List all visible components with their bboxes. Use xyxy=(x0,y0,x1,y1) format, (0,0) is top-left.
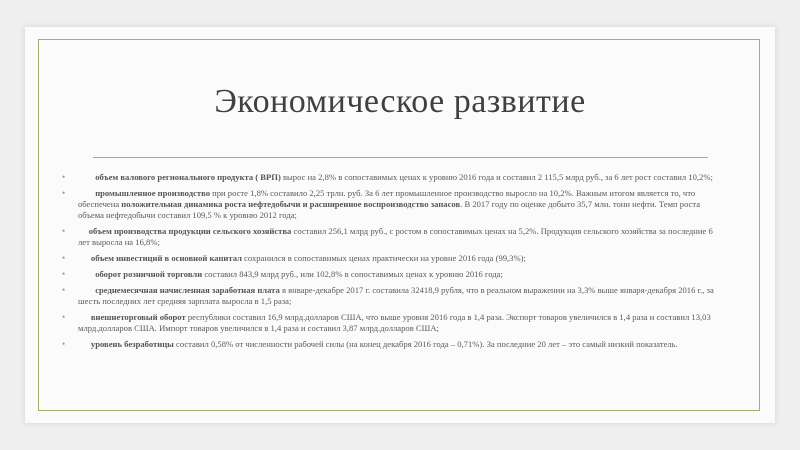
item-indent xyxy=(78,269,95,279)
list-item xyxy=(62,285,724,307)
item-text: составил 843,9 млрд руб., или 102,8% в сопоставимых ценах к уровню 2016 года; xyxy=(202,269,503,280)
item-indent xyxy=(78,188,95,198)
bullet-icon: • xyxy=(62,253,66,263)
item-text: . В 2017 году по оценке добыто 35,7 млн. тонн нефти. Темп роста объема нефтедобычи составил 109,5 % к уровню 2012 года; xyxy=(78,199,701,220)
item-keyword: уровень безработицы xyxy=(90,339,174,350)
item-keyword: внешнеторговый оборот xyxy=(90,312,186,323)
list-item xyxy=(62,253,724,264)
bullet-icon: • xyxy=(62,188,66,199)
bullet-icon: • xyxy=(62,269,66,280)
item-keyword: промышленное производство xyxy=(95,188,210,199)
list-item xyxy=(62,226,724,248)
title-divider xyxy=(93,157,708,158)
bullet-icon: • xyxy=(62,226,66,236)
bullet-list xyxy=(62,172,724,355)
list-item xyxy=(62,312,724,334)
item-keyword: среднемесячная начисленная заработная плата xyxy=(95,285,280,296)
item-text: вырос на 2,8% в сопоставимых ценах к уровню 2016 года и составил 2 115,5 млрд руб., за 6 лет рост составил 10,2%; xyxy=(280,172,713,182)
item-keyword: оборот розничной торговли xyxy=(95,269,203,280)
bullet-icon: • xyxy=(62,172,66,182)
item-text: в январе-декабре 2017 г. составила 32418,9 рубля, что в реальном выражении на 3,3% выше января-декабря 2016 г., за шесть последних лет средняя зарплата выросла в 1,5 раза; xyxy=(78,285,714,307)
bullet-icon: • xyxy=(62,285,66,296)
item-indent xyxy=(78,253,91,263)
item-indent xyxy=(78,312,91,322)
item-text: составил 256,1 млрд руб., с ростом в сопоставимых ценах на 5,2%. Продукция сельского хозяйства за последние 6 лет выросла на 16,8%; xyxy=(78,226,713,247)
slide-title: Экономическое развитие xyxy=(214,83,586,120)
item-keyword: объем валового регионального продукта ( ВРП) xyxy=(95,172,281,182)
bullet-icon: • xyxy=(62,312,66,323)
list-item xyxy=(62,339,724,350)
bullet-icon: • xyxy=(62,339,66,350)
item-keyword: объем инвестиций в основной капитал xyxy=(90,253,242,263)
item-indent xyxy=(78,226,89,236)
list-item xyxy=(62,172,724,183)
item-indent xyxy=(78,339,91,349)
item-indent xyxy=(78,172,95,182)
item-text: составил 0,58% от численности рабочей силы (на конец декабря 2016 года – 0,71%). За последние 20 лет – это самый низкий показатель. xyxy=(173,339,678,350)
item-text: при росте 1,8% составило 2,25 трлн. руб. За 6 лет промышленное производство выросло на 10,2%. Важным итогом является то, что обеспечена xyxy=(78,188,696,209)
item-keyword: положительная динамика роста нефтедобычи и расширенное воспроизводство запасов xyxy=(121,199,461,209)
list-item xyxy=(62,269,724,280)
item-text: сохранился в сопоставимых ценах практически на уровне 2016 года (99,3%); xyxy=(241,253,526,263)
item-text: республики составил 16,9 млрд.долларов США, что выше уровня 2016 года в 1,4 раза. Экспорт товаров увеличился в 1,4 раза и составил 13,03 млрд.долларов США. Импорт товаров увеличился в 1,4 раза и составил 3,87 млрд.долларов США; xyxy=(78,312,711,334)
item-keyword: объем производства продукции сельского хозяйства xyxy=(88,226,292,236)
list-item xyxy=(62,188,724,221)
item-indent xyxy=(78,285,95,295)
